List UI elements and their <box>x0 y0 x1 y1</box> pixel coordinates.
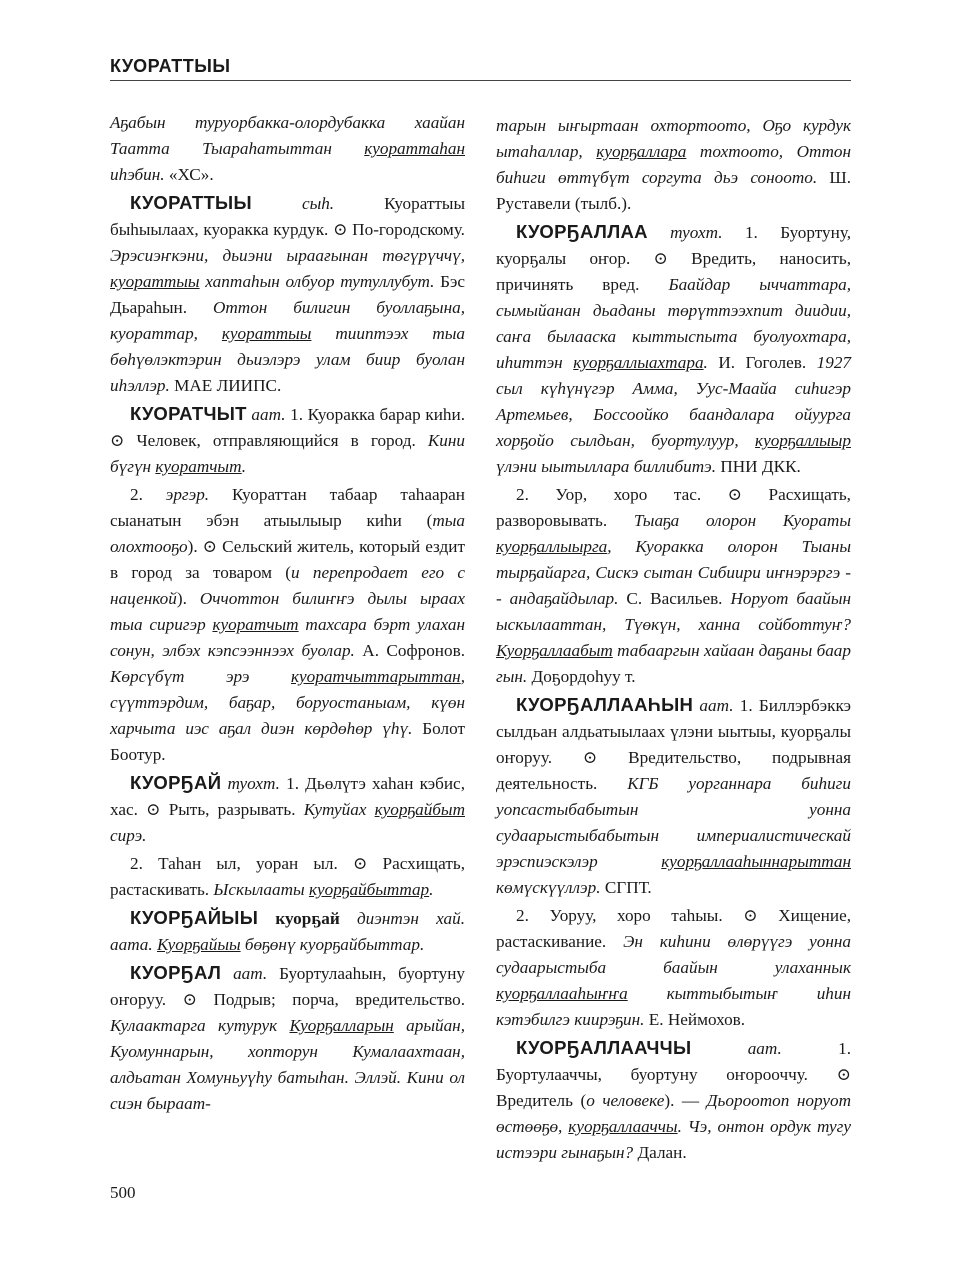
running-header-title: КУОРАТТЫЫ <box>110 56 231 76</box>
example-text: Дьороотоп норуот өстөөҕө, <box>496 1091 852 1136</box>
entry-kuorgaiyy <box>110 905 465 958</box>
entry-continuation <box>496 113 851 217</box>
source-ref: С. Васильев. <box>618 589 731 608</box>
translation-marker-icon: ⊙ <box>333 220 348 239</box>
example-text: табааргын хайаан даҕаны баар гын. <box>496 641 851 686</box>
translation-marker-icon: ⊙ <box>146 800 161 819</box>
example-text: бөҕөнү куорҕайбыттар. <box>240 935 425 954</box>
entry-continuation <box>110 110 465 188</box>
example-text: , сүүттэрдим, баҕар, боруостаныам, күөн харчыта иэс аҕал диэн көрдөһөр үһү. <box>110 667 465 738</box>
translation-marker-icon: ⊙ <box>582 748 598 767</box>
example-text: Кини бүгүн <box>110 431 465 476</box>
example-text: , Куоракка олорон Тыаны тырҕайарга, Сискэ сытан Сибиири иҥнэрэргэ -- андаҕайдылар. <box>496 537 851 608</box>
example-text: КГБ уорганнара биһиги уопсастыбабытын уонна судаарыстыбабытын империалистическай эрэспиэскэлэр <box>496 774 851 871</box>
part-of-speech: аат. <box>221 964 268 983</box>
example-text: Ыскылааты <box>213 880 309 899</box>
translation: Сельский житель, который ездит в город за товаром ( <box>110 537 465 582</box>
example-keyword: Куорҕалларын <box>289 1016 394 1035</box>
definition: 1. Буортуну, куорҕалы оҥор. <box>496 223 851 268</box>
example-text: . <box>241 457 246 476</box>
example-text: Көрсүбүт эрэ <box>110 667 291 686</box>
example-text: Кулаактарга кутурук <box>110 1016 290 1035</box>
translation-marker-icon: ⊙ <box>743 906 758 925</box>
definition: ). <box>187 537 203 556</box>
example-keyword: куораттаһан <box>364 139 465 158</box>
source-ref: Далан. <box>633 1143 687 1162</box>
translation-marker-icon: ⊙ <box>182 990 197 1009</box>
entry-kuorgal <box>110 960 465 1117</box>
entry-kuorgai-sense-2 <box>110 851 465 903</box>
translation: Вредительство, подрывная деятельность. <box>496 748 851 793</box>
headword: КУОРАТТЫЫ <box>130 192 252 213</box>
example-text: Норуот баайын ыскылааттан, Түөкүн, ханна сойботтуҥ? <box>496 589 851 634</box>
entry-kuorgallaahyn <box>496 692 851 901</box>
headword: КУОРҔАЛЛААЧЧЫ <box>516 1037 692 1058</box>
example-keyword: Куорҕайыы <box>157 935 241 954</box>
part-of-speech: аат. <box>693 696 734 715</box>
part-of-speech: туохт. <box>221 774 280 793</box>
translation-marker-icon: ⊙ <box>110 431 125 450</box>
source-ref: Ш. Руставели (тылб.). <box>496 168 852 213</box>
definition: 2. Уор, хоро тас. <box>516 485 728 504</box>
example-text: үлэни ыытыллара биллибитэ. <box>496 457 717 476</box>
definition: Буортулааһын, буортуну оҥоруу. <box>110 964 466 1009</box>
example-text: тахсара бэрт улахан сонун, элбэх кэпсээннээх буолар. <box>110 615 465 660</box>
definition: 2. Таһан ыл, уоран ыл. <box>130 854 353 873</box>
example-keyword: куорҕаллара <box>596 142 687 161</box>
translation-marker-icon: ⊙ <box>727 485 743 504</box>
example-keyword: куораттыы <box>110 272 200 291</box>
definition: 1. Биллэрбэккэ сылдьан алдьатыылаах үлэни ыытыы, куорҕалы оҥоруу. <box>496 696 851 767</box>
example-text: хаптаһын олбуор тутуллубут. <box>199 272 435 291</box>
example-keyword: куорҕайбыт <box>374 800 465 819</box>
example-text: кыттыбытыҥ иһин кэтэбилгэ киирэҕин. <box>496 984 851 1029</box>
part-of-speech: эргэр. <box>165 485 210 504</box>
source-ref: Доҕордоһуу т. <box>527 667 636 686</box>
example-text: . <box>703 353 708 372</box>
translation: Подрыв; порча, вредительство. <box>196 990 466 1009</box>
translation: Вредить, наносить, причинять вред. <box>496 249 851 294</box>
headword: КУОРҔАЙЫЫ <box>130 907 259 928</box>
translation-marker-icon: ⊙ <box>202 537 218 556</box>
translation: Вредитель ( <box>496 1091 587 1110</box>
part-of-speech: аат. <box>691 1039 782 1058</box>
translation: Расхищать, разворовывать. <box>496 485 851 530</box>
example-text: сирэ. <box>110 826 147 845</box>
headword: КУОРҔАЛЛААҺЫН <box>516 694 694 715</box>
headword: КУОРҔАЛЛАА <box>516 221 648 242</box>
example-text: Оччоттон билиҥҥэ дылы ыраах тыа сиригэр <box>110 589 465 634</box>
translation: По-городскому. <box>347 220 465 239</box>
entry-kuoratchyt-sense-2 <box>110 482 465 768</box>
example-text: иһэбин. <box>110 165 165 184</box>
definition-note: тыа олохтооҕо <box>110 511 465 556</box>
source-ref: А. Софронов. <box>354 641 466 660</box>
definition: 1. Дьөлүтэ хаһан кэбис, хас. <box>110 774 465 819</box>
example-text: 1927 сыл күһүнүгэр Амма, Уус-Маайа сиһигэр Артемьев, Боссоойко баандалара ойуурга хорҕойо сылдьан, буортулуур, <box>496 353 851 450</box>
part-of-speech: туохт. <box>647 223 723 242</box>
entry-kuorgallaa-sense-2 <box>496 482 851 690</box>
translation-marker-icon: ⊙ <box>352 854 368 873</box>
example-keyword: куоратчыт <box>212 615 299 634</box>
translation-note: и перепродает его с наценкой <box>110 563 465 608</box>
headword: КУОРҔАЛ <box>130 962 222 983</box>
translation: Рыть, разрывать. <box>160 800 304 819</box>
part-of-speech: сыһ. <box>251 194 335 213</box>
source-ref: «ХС». <box>164 165 214 184</box>
example-keyword: куораттыы <box>221 324 312 343</box>
translation: Расхищать, растаскивать. <box>110 854 465 899</box>
source-ref: МАЕ ЛИИПС. <box>169 376 282 395</box>
example-keyword: Куорҕаллаабыт <box>496 641 613 660</box>
example-keyword: куорҕаллыахтара <box>573 353 704 372</box>
cross-reference: куорҕай <box>258 909 340 928</box>
source-ref: Бэс Дьараһын. <box>110 272 466 317</box>
example-keyword: куорҕаллыыр <box>755 431 851 450</box>
example-text: арыйан, Куомуннарын, хопторун Кумалаахтаан, алдьатан Хомуньуүһу батыһан. Эллэй. Кини ол сиэн быраат- <box>110 1016 465 1113</box>
entry-kuorgallaahyn-sense-2 <box>496 903 851 1033</box>
running-header <box>110 56 851 81</box>
example-text: . Чэ, онтон ордук тугу истээри гынаҕын? <box>496 1117 851 1162</box>
entry-kuorgallaa <box>496 219 851 480</box>
example-text: тииптээх тыа бөһүөлэктэрин дьиэлэрэ улам биир буолан иһэллэр. <box>110 324 465 395</box>
source-ref: СГПТ. <box>600 878 652 897</box>
example-keyword: куоратчыт <box>155 457 242 476</box>
definition: 2. Уоруу, хоро таһыы. <box>516 906 744 925</box>
part-of-speech: диэнтэн хай. аата. <box>110 909 465 954</box>
translation-marker-icon: ⊙ <box>653 249 668 268</box>
translation: Хищение, растаскивание. <box>496 906 851 951</box>
translation: ). — <box>664 1091 707 1110</box>
headword: КУОРҔАЙ <box>130 772 222 793</box>
example-keyword: куорҕаллыырга <box>496 537 608 556</box>
entry-kuorattyy <box>110 190 465 399</box>
example-keyword: куоратчыттарыттан <box>290 667 461 686</box>
example-text: Эн киһини өлөрүүгэ уонна судаарыстыба баайын улаханнык <box>496 932 851 977</box>
example-text: Тыаҕа олорон Куораты <box>633 511 851 530</box>
source-ref: Е. Неймохов. <box>644 1010 746 1029</box>
example-text: Кутуйах <box>303 800 375 819</box>
example-keyword: куорҕаллааһыҥҥа <box>496 984 628 1003</box>
definition: 1. Куоракка барар киһи. <box>285 405 465 424</box>
example-keyword: куорҕаллааччы <box>568 1117 678 1136</box>
entry-kuorgai <box>110 770 465 849</box>
left-column <box>110 110 465 1119</box>
translation: ). <box>176 589 200 608</box>
example-keyword: куорҕайбыттар <box>308 880 430 899</box>
example-text: Эрэсиэҥкэни, дьиэни ыраағынан төгүрүччү, <box>110 246 465 265</box>
source-ref: И. Гоголев. <box>707 353 817 372</box>
example-text: Аҕабын туруорбакка-олордубакка хаайан Таатта Тыараһатыттан <box>110 113 465 158</box>
part-of-speech: аат. <box>246 405 286 424</box>
example-text: көмүскүүллэр. <box>496 878 601 897</box>
definition: Куораттан табаар таһааран сыанатын эбэн атыылыыр киһи ( <box>110 485 465 530</box>
example-text: . <box>429 880 434 899</box>
example-text: тарын ыҥыртаан охтортоото, Оҕо курдук ытаһаллар, <box>496 116 851 161</box>
source-ref: Болот Боотур. <box>110 719 465 764</box>
translation-note: о человеке <box>586 1091 665 1110</box>
headword: КУОРАТЧЫТ <box>130 403 247 424</box>
definition: Куораттыы быһыылаах, куоракка курдук. <box>110 194 465 239</box>
source-ref: ПНИ ДКК. <box>716 457 801 476</box>
translation: Человек, отправляющийся в город. <box>124 431 428 450</box>
example-text: Оттон билигин буоллаҕына, куораттар, <box>110 298 465 343</box>
example-keyword: куорҕаллааһыннарыттан <box>661 852 851 871</box>
page-number: 500 <box>110 1183 136 1202</box>
entry-kuoratchyt <box>110 401 465 480</box>
definition: 1. Буортулааччы, буортуну оҥорооччу. <box>496 1039 851 1084</box>
example-text: тохтоото, Оттон биһиги өттүбүт соргута дьэ соноото. <box>496 142 851 187</box>
right-column <box>496 113 851 1168</box>
example-text: Баайдар ыччаттара, сымыйанан дьаданы төрүттээхпит диидии, саҥа былааска кыттыспыта буолуохтара, иһиттэн <box>496 275 851 372</box>
entry-kuorgallaachchy <box>496 1035 851 1166</box>
sense-number: 2. <box>130 485 166 504</box>
translation-marker-icon: ⊙ <box>836 1065 851 1084</box>
